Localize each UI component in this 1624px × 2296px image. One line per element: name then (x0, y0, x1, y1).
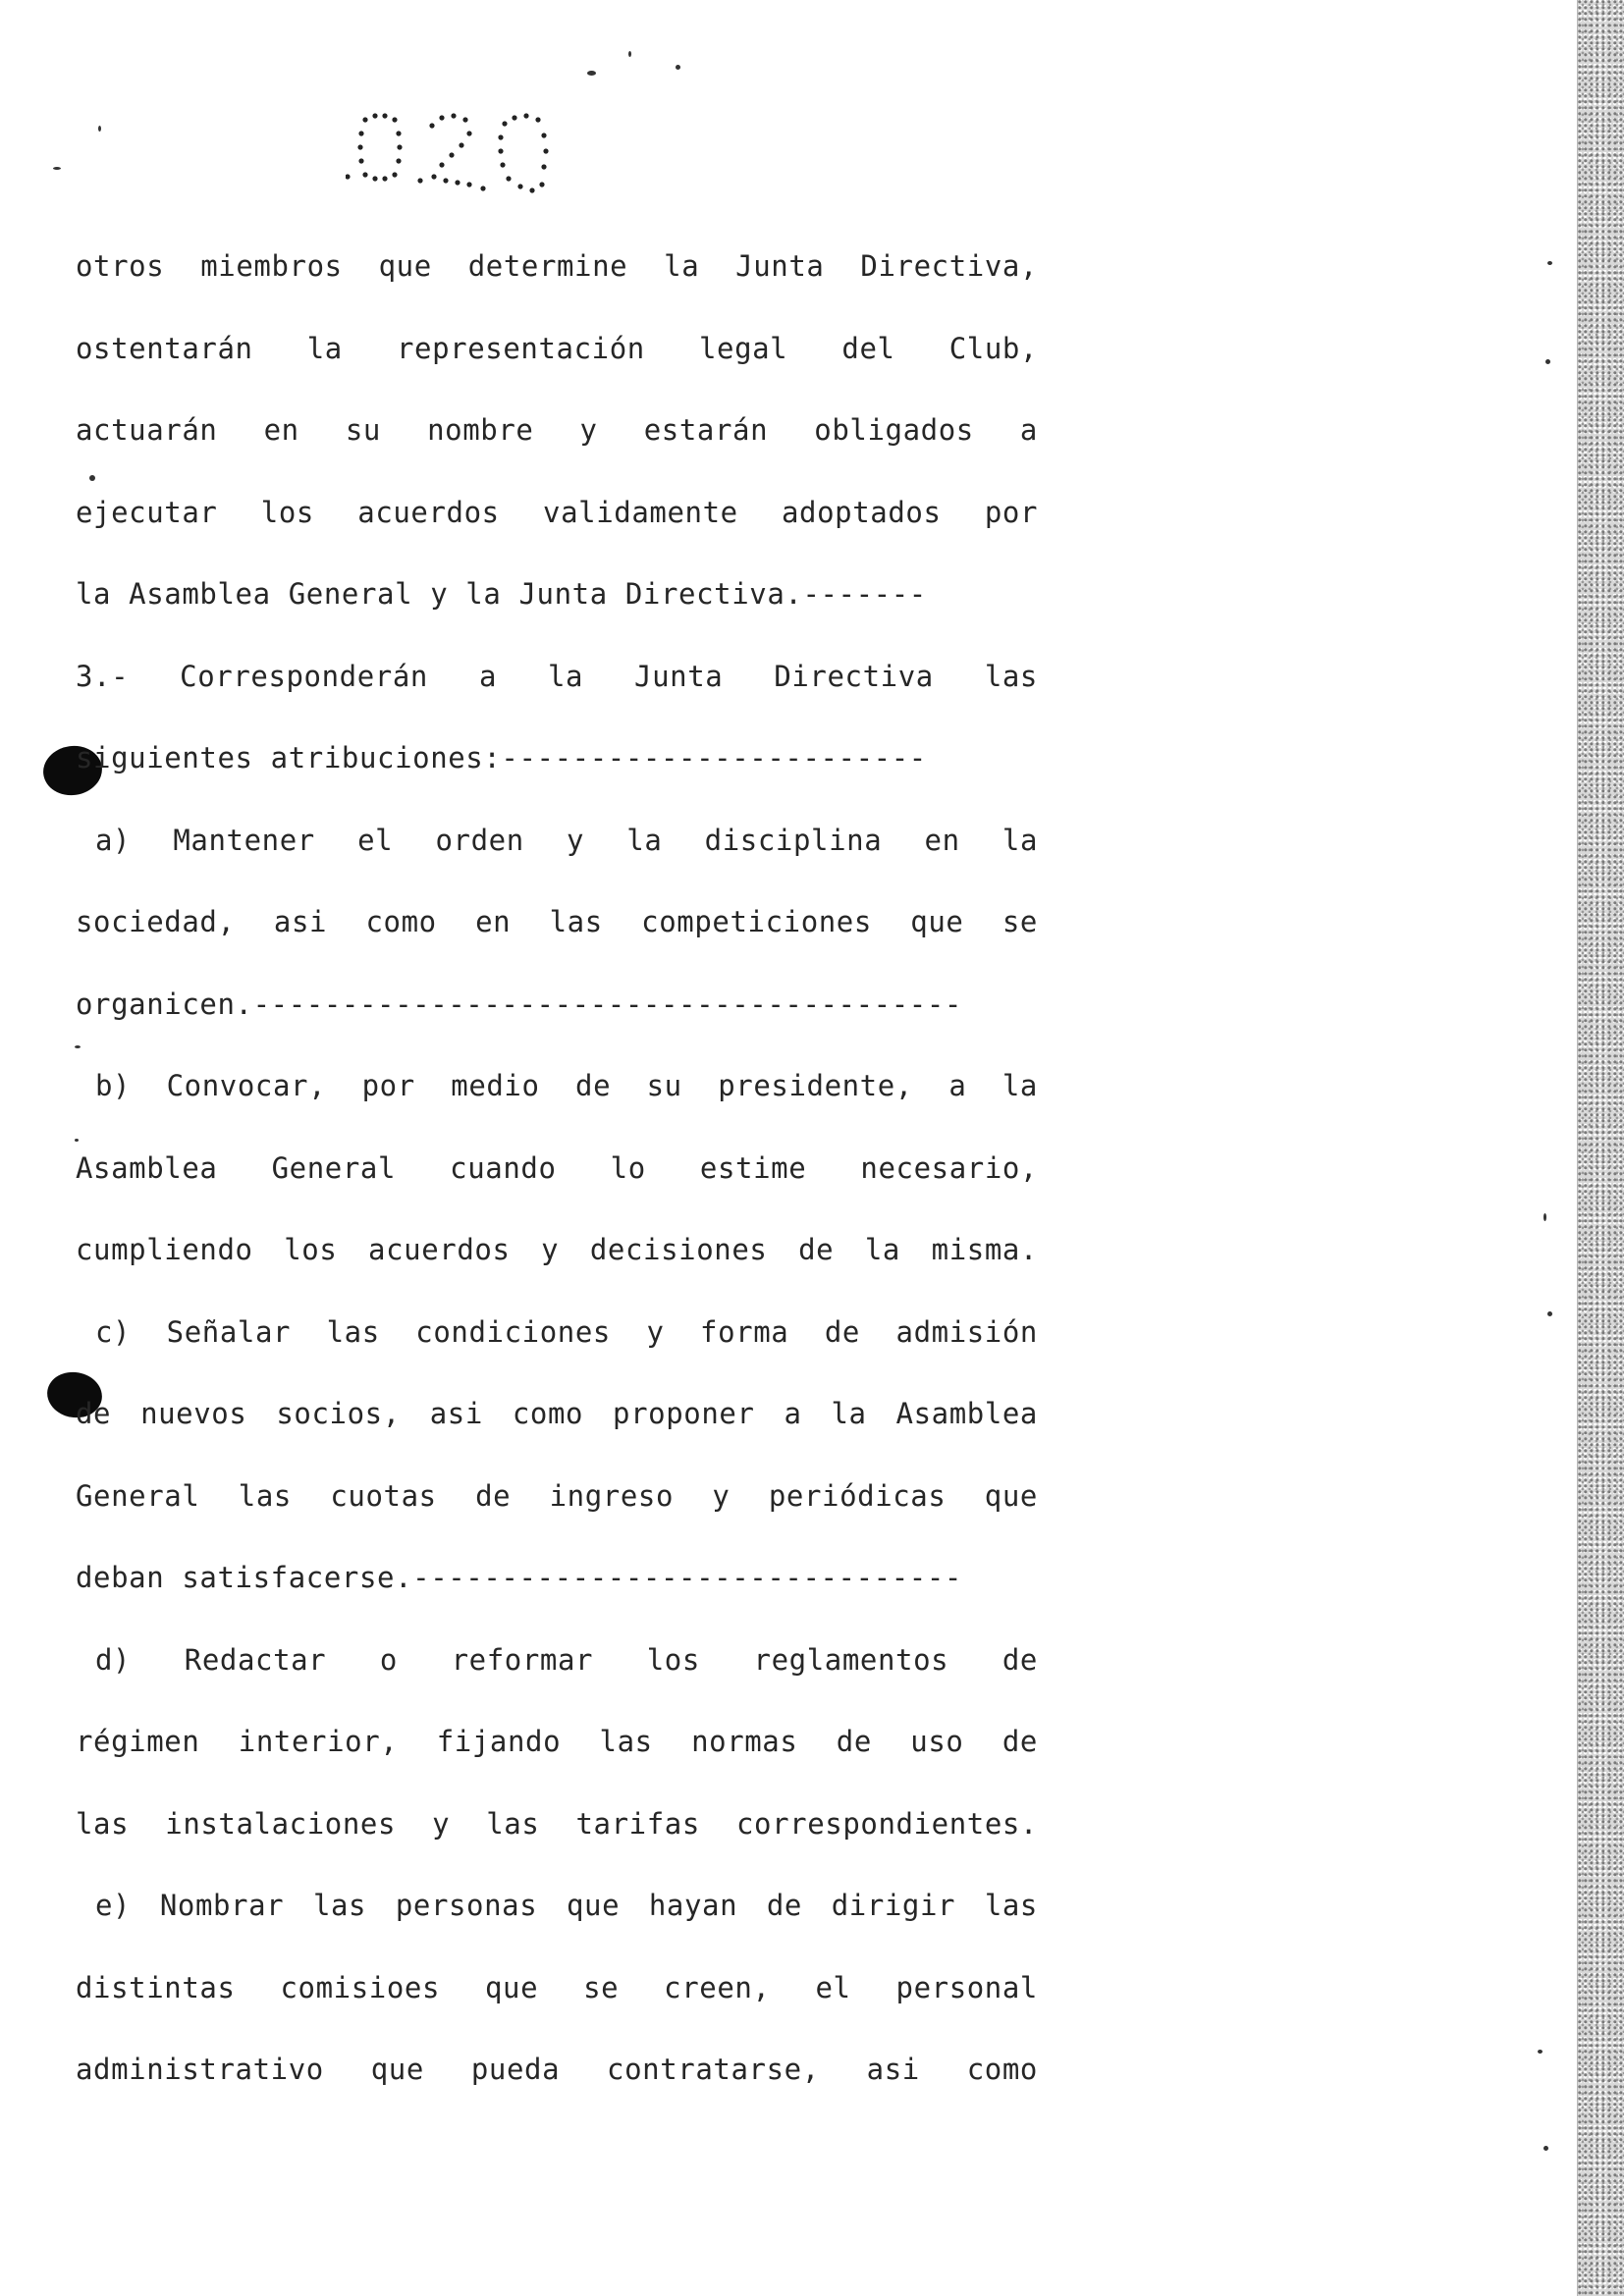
speck (1547, 1311, 1552, 1316)
speck (53, 167, 61, 170)
speck (1547, 261, 1552, 265)
text-line: ejecutar los acuerdos validamente adoptados por (76, 495, 1038, 529)
text-line: distintas comisioes que se creen, el personal (76, 1970, 1038, 2004)
text-line: organicen.---------------------------------------- (76, 987, 962, 1021)
speck (1543, 2146, 1548, 2151)
text-line: administrativo que pueda contratarse, asi como (76, 2053, 1038, 2086)
perforated-folio-number (346, 98, 581, 206)
text-line: deban satisfacerse.------------------------------- (76, 1561, 962, 1594)
text-line: siguientes atribuciones:------------------------ (76, 741, 927, 774)
document-body-text (76, 236, 1038, 2121)
text-line: las instalaciones y las tarifas correspondientes. (76, 1806, 1038, 1841)
text-line: c) Señalar las condiciones y forma de admisión (95, 1314, 1038, 1349)
speck (1545, 359, 1550, 364)
scanner-edge-strip (1577, 0, 1624, 2296)
text-line: ostentarán la representación legal del Club, (76, 331, 1038, 365)
speck (1543, 1213, 1546, 1221)
speck (628, 51, 631, 57)
text-line: e) Nombrar las personas que hayan de dirigir las (95, 1889, 1038, 1922)
text-line: d) Redactar o reformar los reglamentos de (95, 1642, 1038, 1677)
speck (98, 126, 101, 132)
text-line: la Asamblea General y la Junta Directiva.------- (76, 577, 927, 611)
speck (587, 71, 596, 76)
text-line: otros miembros que determine la Junta Directiva, (76, 249, 1038, 283)
text-line: cumpliendo los acuerdos y decisiones de la misma. (76, 1233, 1038, 1266)
text-line: 3.- Corresponderán a la Junta Directiva las (76, 659, 1038, 693)
text-line: a) Mantener el orden y la disciplina en la (95, 823, 1038, 857)
text-line: actuarán en su nombre y estarán obligados a (76, 413, 1038, 447)
text-line: Asamblea General cuando lo estime necesario, (76, 1150, 1038, 1185)
speck (1538, 2050, 1543, 2054)
text-line: sociedad, asi como en las competiciones que se (76, 905, 1038, 938)
speck (676, 65, 680, 70)
text-line: régimen interior, fijando las normas de uso de (76, 1725, 1038, 1758)
text-line: General las cuotas de ingreso y periódicas que (76, 1478, 1038, 1513)
text-line: b) Convocar, por medio de su presidente, a la (95, 1069, 1038, 1102)
text-line: de nuevos socios, asi como proponer a la Asamblea (76, 1397, 1038, 1430)
